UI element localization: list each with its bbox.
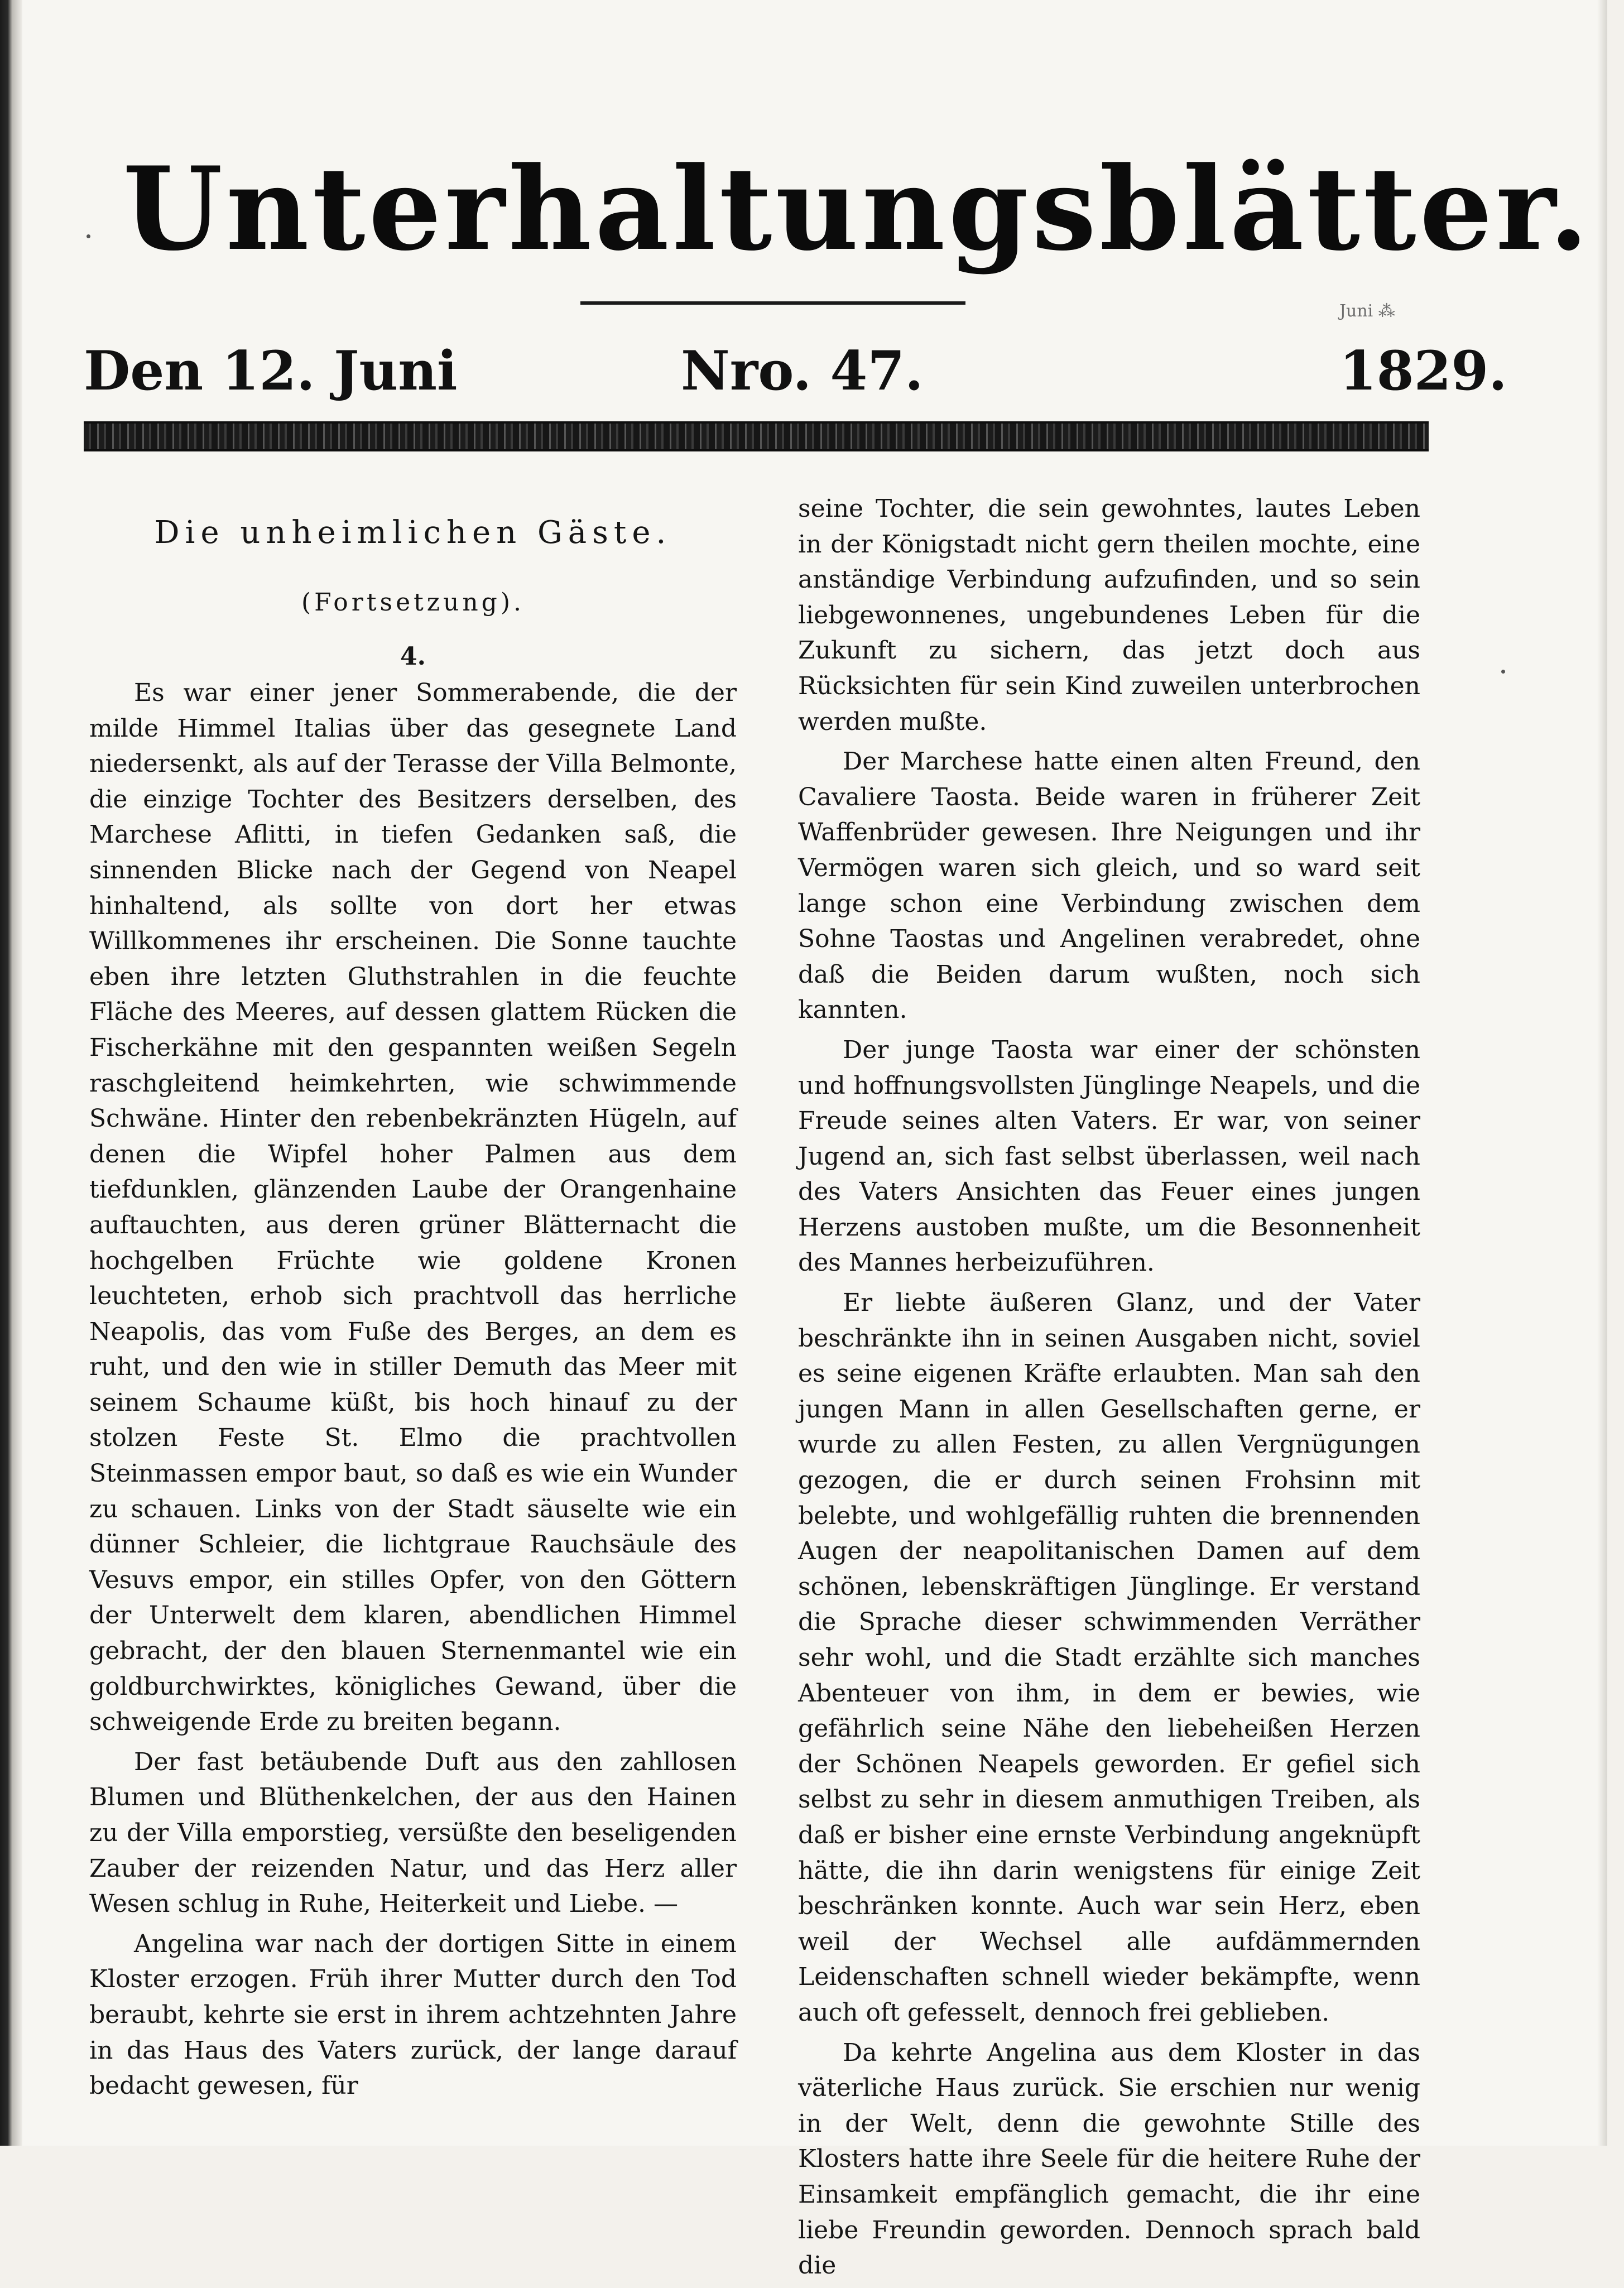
issue-date: Den 12. Juni (84, 339, 458, 402)
ink-speck (1501, 670, 1505, 674)
right-column (798, 491, 1420, 2288)
section-number: 4. (400, 642, 426, 671)
article-title: Die unheimlichen Gäste. (154, 515, 672, 551)
issue-number: Nro. 47. (681, 339, 924, 402)
paragraph: Der junge Taosta war einer der schönsten und hoffnungsvollsten Jünglinge Neapels, und die Freude seines alten Vaters. Er war, von seiner Jugend an, sich fast selbst überlassen, weil nach des Vaters Ansichten das Feuer eines jungen Herzens austoben mußte, um die Besonnenheit des Mannes herbeizuführen. (798, 1035, 1420, 1277)
continuation-note: (Fortsetzung). (301, 588, 525, 617)
page-edge-shadow (1597, 0, 1607, 2146)
paragraph: Da kehrte Angelina aus dem Kloster in das väterliche Haus zurück. Sie erschien nur wenig in der Welt, denn die gewohnte Stille des Klosters hatte ihre Seele für die heitere Ruhe der Einsamkeit empfänglich gemacht, die ihr eine liebe Freundin geworden. Dennoch sprach bald die (798, 2038, 1420, 2280)
masthead-rule (580, 301, 965, 305)
paragraph: Angelina war nach der dortigen Sitte in einem Kloster erzogen. Früh ihrer Mutter durch den Tod beraubt, kehrte sie erst in ihrem achtzehnten Jahre in das Haus des Vaters zurück, der lange darauf bedacht gewesen, für (89, 1929, 737, 2100)
paragraph: Er liebte äußeren Glanz, und der Vater beschränkte ihn in seinen Ausgaben nicht, soviel es seine eigenen Kräfte erlaubten. Man sah den jungen Mann in allen Gesellschaften gerne, er wurde zu allen Festen, zu allen Vergnügungen gezogen, die er durch seinen Frohsinn mit belebte, und wohlgefällig ruhten die brennenden Augen der neapolitanischen Damen auf dem schönen, lebenskräftigen Jünglinge. Er verstand die Sprache dieser schwimmenden Verräther sehr wohl, und die Stadt erzählte sich manches Abenteuer von ihm, in dem er bewies, wie gefährlich seine Nähe den liebeheißen Herzen der Schönen Neapels geworden. Er gefiel sich selbst zu sehr in diesem anmuthigen Treiben, als daß er bisher eine ernste Verbindung angeknüpft hätte, die ihn darin wenigstens für einige Zeit beschränken konnte. Auch war sein Herz, eben weil der Wechsel alle aufdämmernden Leidenschaften schnell wieder bekämpfte, wenn auch oft gefesselt, dennoch frei geblieben. (798, 1289, 1420, 2027)
issue-year: 1829. (1339, 339, 1507, 402)
ink-speck (87, 234, 90, 238)
paragraph: seine Tochter, die sein gewohntes, lautes Leben in der Königstadt nicht gern theilen mochte, eine anständige Verbindung aufzufinden, und so sein liebgewonnenes, ungebundenes Leben für die Zukunft zu sichern, das jetzt doch aus Rücksichten für sein Kind zuweilen unterbrochen werden mußte. (798, 494, 1420, 736)
paragraph: Der fast betäubende Duft aus den zahllosen Blumen und Blüthenkelchen, der aus den Hainen zu der Villa emporstieg, versüßte den beseligenden Zauber der reizenden Natur, und das Herz aller Wesen schlug in Ruhe, Heiterkeit und Liebe. — (89, 1747, 737, 1919)
ornamental-divider (84, 421, 1429, 451)
paragraph: Der Marchese hatte einen alten Freund, den Cavaliere Taosta. Beide waren in früherer Zeit Waffenbrüder gewesen. Ihre Neigungen und ihr Vermögen waren sich gleich, und so ward seit lange schon eine Verbindung zwischen dem Sohne Taostas und Angelinen verabredet, ohne daß die Beiden darum wußten, noch sich kannten. (798, 747, 1420, 1025)
book-spine-shadow (0, 0, 22, 2146)
paragraph: Es war einer jener Sommerabende, die der milde Himmel Italias über das gesegnete Land niedersenkt, als auf der Terasse der Villa Belmonte, die einzige Tochter des Besitzers derselben, des Marchese Aflitti, in tiefen Gedanken saß, die sinnenden Blicke nach der Gegend von Neapel hinhaltend, als sollte von dort her etwas Willkommenes ihr erscheinen. Die Sonne tauchte eben ihre letzten Gluthstrahlen in die feuchte Fläche des Meeres, auf dessen glattem Rücken die Fischerkähne mit den gespannten weißen Segeln raschgleitend heimkehrten, wie schwimmende Schwäne. Hinter den rebenbekränzten Hügeln, auf denen die Wipfel hoher Palmen aus dem tiefdunklen, glänzenden Laube der Orangenhaine auftauchten, aus deren grüner Blätternacht die hochgelben Früchte wie goldene Kronen leuchteten, erhob sich prachtvoll das herrliche Neapolis, das vom Fuße des Berges, an dem es ruht, und den wie in stiller Demuth das Meer mit seinem Schaume küßt, bis hoch hinauf zu der stolzen Feste St. Elmo die prachtvollen Steinmassen empor baut, so daß es wie ein Wunder zu schauen. Links von der Stadt säuselte wie ein dünner Schleier, die lichtgraue Rauchsäule des Vesuvs empor, ein stilles Opfer, von den Göttern der Unterwelt dem klaren, abendlichen Himmel gebracht, der den blauen Sternenmantel wie ein goldburchwirktes, königliches Gewand, über die schweigende Erde zu breiten begann. (89, 679, 737, 1737)
margin-note: Juni ⁂ (1339, 301, 1395, 321)
left-column (89, 491, 737, 2108)
masthead-title: Unterhaltungsblätter. (123, 142, 1592, 276)
